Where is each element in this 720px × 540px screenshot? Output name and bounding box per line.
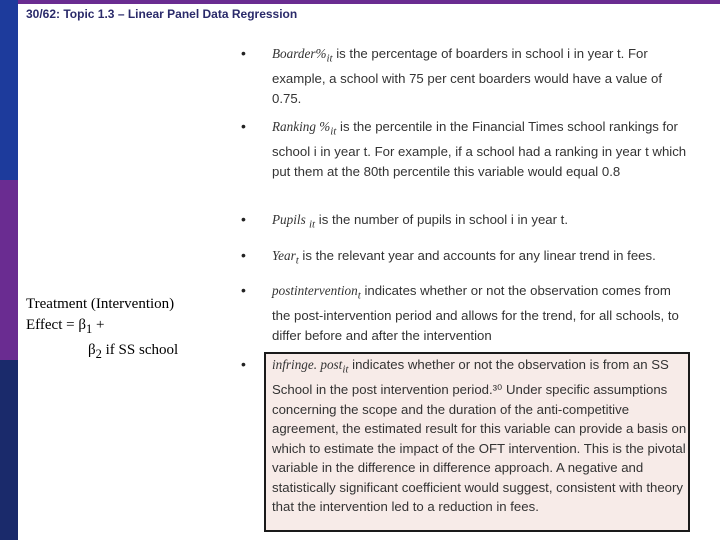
variable-description: is the relevant year and accounts for any linear trend in fees.: [298, 248, 656, 263]
stripe-segment-blue: [0, 0, 18, 180]
note-line-1: Treatment (Intervention): [26, 296, 175, 312]
bullet-dot: •: [241, 211, 246, 227]
top-accent-bar: [0, 0, 720, 4]
variable-term: postintervention: [272, 283, 358, 298]
bullet-dot: •: [241, 118, 246, 134]
stripe-segment-navy: [0, 360, 18, 540]
note-line-2: Effect = $\beta_1$ +: [26, 317, 105, 336]
slide-title: 30/62: Topic 1.3 – Linear Panel Data Regression: [26, 7, 298, 21]
bullet-dot: •: [241, 282, 246, 298]
variable-term: Ranking %: [272, 119, 331, 134]
note-line-3: $\beta_2$ if SS school: [88, 342, 179, 361]
left-color-stripe: [0, 0, 18, 540]
variable-term: Year: [272, 248, 296, 263]
variable-term: Pupils: [272, 212, 309, 227]
stripe-segment-purple: [0, 180, 18, 360]
variable-term: infringe. post: [272, 357, 343, 372]
bullet-dot: •: [241, 247, 246, 263]
variable-term: Boarder%: [272, 46, 327, 61]
variable-description: is the percentage of boarders in school i in year t. For example, a school with 75 per cent boarders would have a value of 0.75.: [272, 46, 662, 106]
treatment-effect-note: [26, 294, 236, 365]
variable-description: indicates whether or not the observation comes from the post-intervention period and allows for the trend, for all schools, to differ before and after the intervention: [272, 283, 679, 343]
bullet-dot: •: [241, 356, 246, 372]
variable-description: indicates whether or not the observation is from an SS School in the post intervention period.³⁰ Under specific assumptions concerning the scope and the duration of the anti-competitive agreement, the estimated result for this variable can provide a basis on which to estimate the impact of the OFT intervention. This is the pivotal variable in the difference in difference approach. A negative and statistically significant coefficient would suggest, consistent with theory that the intervention led to a reduction in fees.: [272, 357, 687, 515]
bullet-dot: •: [241, 45, 246, 61]
variable-description: is the percentile in the Financial Times school rankings for school i in year t. For example, if a school had a ranking in year t which put them at the 80th percentile this variable would equal 0.8: [272, 119, 687, 179]
variable-description: is the number of pupils in school i in year t.: [315, 212, 569, 227]
variable-definitions-panel: • $Boarder\%_{it}$ is the percentage of boarders in school i in year t. For example, a school with 75 per cent boarders would have a value of 0.75. • Ranking $\%_{it}$ is the percentile in the Financial Times school rankings for school i in year t. For example, if a school had a ranking in year t which put them at the 80th percentile this variable would equal 0.8 • Pupils $_{it}$ is the number of pupils in school i in year t. • Year$_t$ is the relevant year and accounts for any linear trend in fees. • postintervention$_t$ indicates whether or not the observation comes from the post-intervention period and allows for the trend, for all schools, to differ before and after the intervention • infringe. post$_{it}$ indicates whether or not the observation is from an SS School in the post intervention period.³⁰ Under specific assumptions concerning the scope and the duration of the anti-competitive agreement, the estimated result for this variable can provide a basis on which to estimate the impact of the OFT intervention. This is the pivotal variable in the difference in difference approach. A negative and statistically significant coefficient would suggest, consistent with theory that the intervention led to a reduction in fees.: [234, 38, 698, 532]
